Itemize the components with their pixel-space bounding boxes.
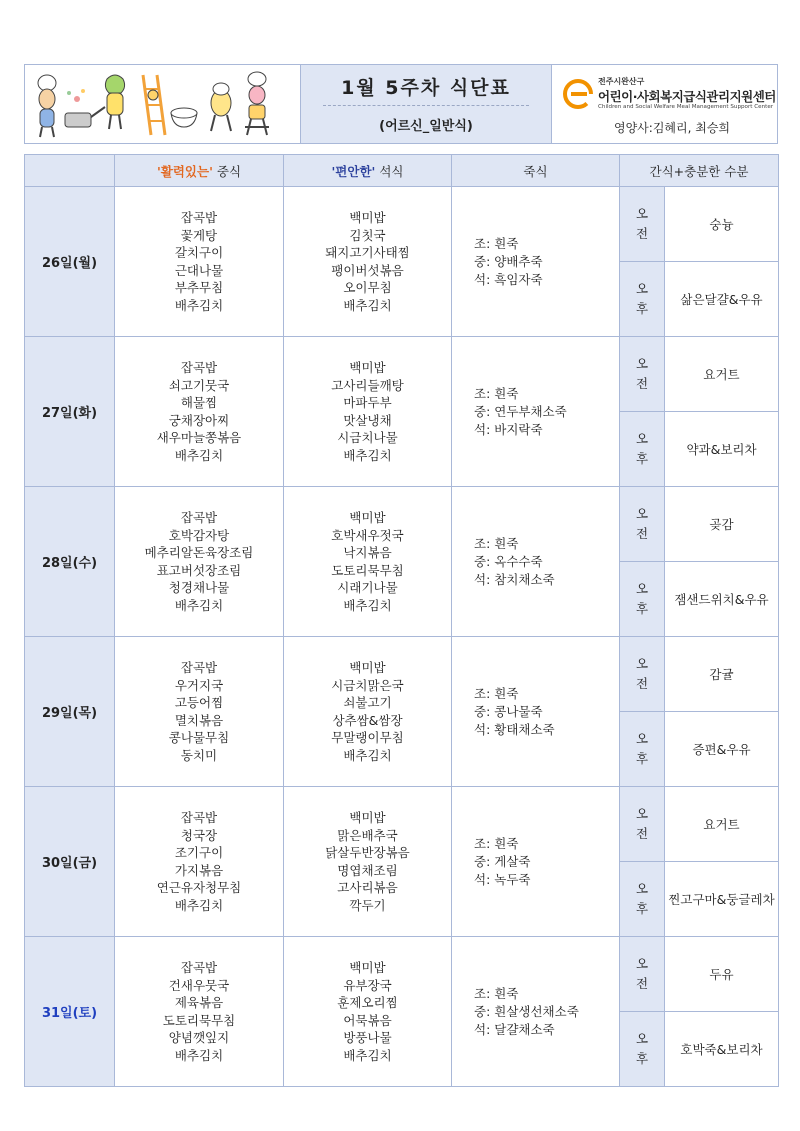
menu-header <box>24 64 778 144</box>
lunch-menu <box>115 337 284 487</box>
menu-item: 오이무침 <box>343 280 392 295</box>
menu-item: 배추김치 <box>343 747 392 763</box>
snack-pm: 잼샌드위치&우유 <box>665 562 779 637</box>
menu-item: 건새우뭇국 <box>168 977 230 993</box>
menu-item: 도토리묵무침 <box>331 562 404 578</box>
menu-item: 표고버섯장조림 <box>156 562 242 578</box>
pm-label <box>620 262 665 337</box>
menu-item: 명엽채조림 <box>337 862 398 878</box>
am-label <box>620 937 665 1012</box>
menu-item: 배추김치 <box>343 447 392 463</box>
menu-item: 양념깻잎지 <box>168 1030 230 1045</box>
day-label: 29일(목) <box>25 637 115 787</box>
dinner-menu <box>284 337 452 487</box>
menu-item: 쇠불고기 <box>343 695 392 710</box>
menu-item: 배추김치 <box>343 1047 392 1063</box>
menu-item: 배추김치 <box>174 1047 224 1063</box>
porridge-item: 중: 콩나물죽 <box>474 703 543 719</box>
menu-item: 백미밥 <box>349 210 386 225</box>
menu-body <box>25 187 779 1087</box>
menu-item: 우거지국 <box>174 677 224 693</box>
pm-char: 후 <box>635 1051 649 1066</box>
porridge-item: 조: 흰죽 <box>474 985 519 1001</box>
am-char: 전 <box>635 976 649 991</box>
menu-item: 배추김치 <box>174 297 224 313</box>
ladder-icon <box>143 75 165 135</box>
pm-char: 오 <box>635 581 649 596</box>
menu-item: 훈제오리찜 <box>337 995 398 1010</box>
menu-item: 새우마늘쫑볶음 <box>156 430 242 445</box>
menu-item: 김칫국 <box>349 227 386 243</box>
menu-item: 제육볶음 <box>174 995 224 1010</box>
day-label: 31일(토) <box>25 937 115 1087</box>
porridge-menu <box>452 787 620 937</box>
day-label: 27일(화) <box>25 337 115 487</box>
vegetable-character-icon <box>105 75 124 129</box>
pm-label <box>620 1012 665 1087</box>
menu-item: 시금치맑은국 <box>331 677 404 693</box>
pm-char: 후 <box>635 751 649 766</box>
menu-item: 돼지고기사태찜 <box>325 245 410 260</box>
menu-item: 잡곡밥 <box>180 510 218 525</box>
snack-am: 감귤 <box>665 637 779 712</box>
chef-character-icon <box>38 75 56 137</box>
menu-item: 시금치나물 <box>337 430 398 445</box>
porridge-item: 조: 흰죽 <box>474 235 519 251</box>
pm-char: 후 <box>635 451 649 466</box>
lunch-menu <box>115 487 284 637</box>
porridge-menu <box>452 487 620 637</box>
snack-column-header: 간식+충분한 수분 <box>620 155 779 187</box>
menu-item: 콩나물무침 <box>168 730 230 745</box>
porridge-item: 조: 흰죽 <box>474 385 519 401</box>
snack-pm: 삶은달걀&우유 <box>665 262 779 337</box>
menu-item: 상추쌈&쌈장 <box>332 712 403 728</box>
am-label <box>620 637 665 712</box>
menu-item: 고사리들깨탕 <box>331 377 404 393</box>
day-label: 28일(수) <box>25 487 115 637</box>
menu-item: 백미밥 <box>349 360 386 375</box>
dinner-menu <box>284 487 452 637</box>
porridge-menu <box>452 187 620 337</box>
pm-label <box>620 712 665 787</box>
menu-item: 낙지볶음 <box>343 545 392 560</box>
district-label: 전주시완산구 <box>598 77 645 86</box>
porridge-column-header: 죽식 <box>452 155 620 187</box>
porridge-item: 조: 흰죽 <box>474 535 519 551</box>
title-box <box>300 65 552 143</box>
pm-label <box>620 412 665 487</box>
am-label <box>620 337 665 412</box>
porridge-item: 중: 흰살생선채소죽 <box>474 1003 579 1019</box>
dinner-menu <box>284 787 452 937</box>
menu-item: 시래기나물 <box>337 580 398 595</box>
lunch-menu <box>115 637 284 787</box>
menu-item: 갈치구이 <box>174 245 224 260</box>
menu-item: 연근유자청무침 <box>156 880 242 895</box>
menu-table <box>24 154 779 1087</box>
pm-char: 오 <box>635 881 649 896</box>
porridge-item: 조: 흰죽 <box>474 685 519 701</box>
porridge-item: 석: 흑임자죽 <box>474 271 543 287</box>
porridge-item: 석: 참치채소죽 <box>474 571 555 587</box>
menu-item: 호박새우젓국 <box>331 527 404 543</box>
rice-bowl-icon <box>171 108 197 127</box>
day-label: 30일(금) <box>25 787 115 937</box>
menu-item: 무말랭이무침 <box>331 730 404 745</box>
menu-item: 근대나물 <box>174 262 224 278</box>
snack-am: 숭늉 <box>665 187 779 262</box>
am-label <box>620 187 665 262</box>
menu-item: 궁채장아찌 <box>168 412 230 428</box>
am-label <box>620 487 665 562</box>
porridge-menu <box>452 937 620 1087</box>
menu-item: 잡곡밥 <box>180 660 218 675</box>
menu-item: 백미밥 <box>349 960 386 975</box>
chef-character-2-icon <box>245 72 269 135</box>
pm-char: 후 <box>635 901 649 916</box>
menu-item: 배추김치 <box>343 297 392 313</box>
menu-item: 백미밥 <box>349 660 386 675</box>
porridge-item: 중: 옥수수죽 <box>474 553 543 569</box>
menu-item: 맛살냉채 <box>343 412 392 428</box>
am-char: 오 <box>635 956 649 971</box>
menu-item: 팽이버섯볶음 <box>331 262 404 278</box>
porridge-item: 중: 게살죽 <box>474 853 531 869</box>
porridge-menu <box>452 637 620 787</box>
porridge-item: 석: 황태채소죽 <box>474 721 555 737</box>
dinner-column-header: '편안한' 석식 <box>284 155 452 187</box>
pm-char: 오 <box>635 731 649 746</box>
table-header-row <box>25 155 779 187</box>
menu-item: 어묵볶음 <box>343 1012 392 1028</box>
menu-item: 배추김치 <box>174 897 224 913</box>
pm-label <box>620 862 665 937</box>
menu-item: 동치미 <box>180 747 218 763</box>
center-name-english: Children and Social Welfare Meal Management Support Center <box>598 104 774 110</box>
menu-item: 도토리묵무침 <box>162 1012 236 1028</box>
menu-item: 고등어찜 <box>174 695 224 710</box>
am-char: 오 <box>635 806 649 821</box>
menu-item: 잡곡밥 <box>180 960 218 975</box>
am-char: 전 <box>635 826 649 841</box>
egg-character-icon <box>211 83 231 131</box>
page-title: 1월 5주차 식단표 <box>341 77 511 99</box>
day-row <box>25 637 779 712</box>
menu-item: 호박감자탕 <box>168 527 230 543</box>
menu-item: 잡곡밥 <box>180 810 218 825</box>
menu-item: 배추김치 <box>174 597 224 613</box>
page-subtitle: (어르신_일반식) <box>379 119 473 134</box>
am-label <box>620 787 665 862</box>
snack-pm: 호박죽&보리차 <box>665 1012 779 1087</box>
menu-item: 유부장국 <box>343 977 392 993</box>
menu-item: 잡곡밥 <box>180 210 218 225</box>
dinner-menu <box>284 187 452 337</box>
lunch-menu <box>115 937 284 1087</box>
porridge-item: 조: 흰죽 <box>474 835 519 851</box>
lunch-menu <box>115 787 284 937</box>
day-row <box>25 487 779 562</box>
menu-item: 멸치볶음 <box>174 712 224 728</box>
pm-char: 후 <box>635 601 649 616</box>
menu-item: 고사리볶음 <box>337 880 398 895</box>
am-char: 오 <box>635 356 649 371</box>
am-char: 오 <box>635 656 649 671</box>
menu-item: 깍두기 <box>349 897 386 913</box>
menu-item: 메추리알돈육장조림 <box>144 545 254 560</box>
am-char: 전 <box>635 526 649 541</box>
menu-item: 맑은배추국 <box>337 827 398 843</box>
day-row <box>25 187 779 262</box>
menu-item: 청경채나물 <box>168 580 230 595</box>
menu-item: 해물찜 <box>180 395 218 410</box>
menu-item: 배추김치 <box>174 447 224 463</box>
pm-char: 오 <box>635 281 649 296</box>
menu-item: 꽃게탕 <box>180 227 218 243</box>
am-char: 전 <box>635 226 649 241</box>
menu-item: 청국장 <box>180 827 218 843</box>
menu-item: 조기구이 <box>174 845 224 860</box>
am-char: 오 <box>635 206 649 221</box>
menu-item: 닭살두반장볶음 <box>325 845 410 860</box>
porridge-item: 중: 양배추죽 <box>474 253 543 269</box>
am-char: 전 <box>635 376 649 391</box>
menu-item: 가지볶음 <box>174 862 224 878</box>
snack-pm: 증편&우유 <box>665 712 779 787</box>
pm-char: 후 <box>635 301 649 316</box>
lunch-menu <box>115 187 284 337</box>
center-name: 어린이·사회복지급식관리지원센터 <box>598 89 776 104</box>
am-char: 전 <box>635 676 649 691</box>
pm-char: 오 <box>635 431 649 446</box>
snack-am: 요거트 <box>665 337 779 412</box>
snack-am: 요거트 <box>665 787 779 862</box>
day-column-header <box>25 155 115 187</box>
day-row <box>25 937 779 1012</box>
pm-label <box>620 562 665 637</box>
day-label: 26일(월) <box>25 187 115 337</box>
porridge-menu <box>452 337 620 487</box>
menu-item: 방풍나물 <box>343 1030 392 1045</box>
porridge-item: 석: 바지락죽 <box>474 421 543 437</box>
menu-item: 백미밥 <box>349 510 386 525</box>
snack-pm: 약과&보리차 <box>665 412 779 487</box>
am-char: 오 <box>635 506 649 521</box>
pm-char: 오 <box>635 1031 649 1046</box>
center-info <box>550 65 778 143</box>
snack-am: 두유 <box>665 937 779 1012</box>
day-row <box>25 337 779 412</box>
menu-item: 잡곡밥 <box>180 360 218 375</box>
chef-illustration <box>25 65 277 143</box>
porridge-item: 석: 달걀채소죽 <box>474 1021 555 1037</box>
snack-am: 곶감 <box>665 487 779 562</box>
snack-pm: 찐고구마&둥글레차 <box>665 862 779 937</box>
pot-icon <box>65 89 105 127</box>
menu-item: 부추무침 <box>174 280 224 295</box>
lunch-column-header: '활력있는' 중식 <box>115 155 284 187</box>
dinner-menu <box>284 637 452 787</box>
day-row <box>25 787 779 862</box>
menu-item: 백미밥 <box>349 810 386 825</box>
menu-item: 마파두부 <box>343 395 392 410</box>
porridge-item: 석: 녹두죽 <box>474 871 531 887</box>
porridge-item: 중: 연두부채소죽 <box>474 403 567 419</box>
center-logo-icon <box>562 79 596 109</box>
nutritionists: 영양사:김혜리, 최승희 <box>614 121 731 135</box>
title-divider <box>323 105 529 106</box>
menu-item: 쇠고기뭇국 <box>168 377 230 393</box>
dinner-menu <box>284 937 452 1087</box>
menu-item: 배추김치 <box>343 597 392 613</box>
